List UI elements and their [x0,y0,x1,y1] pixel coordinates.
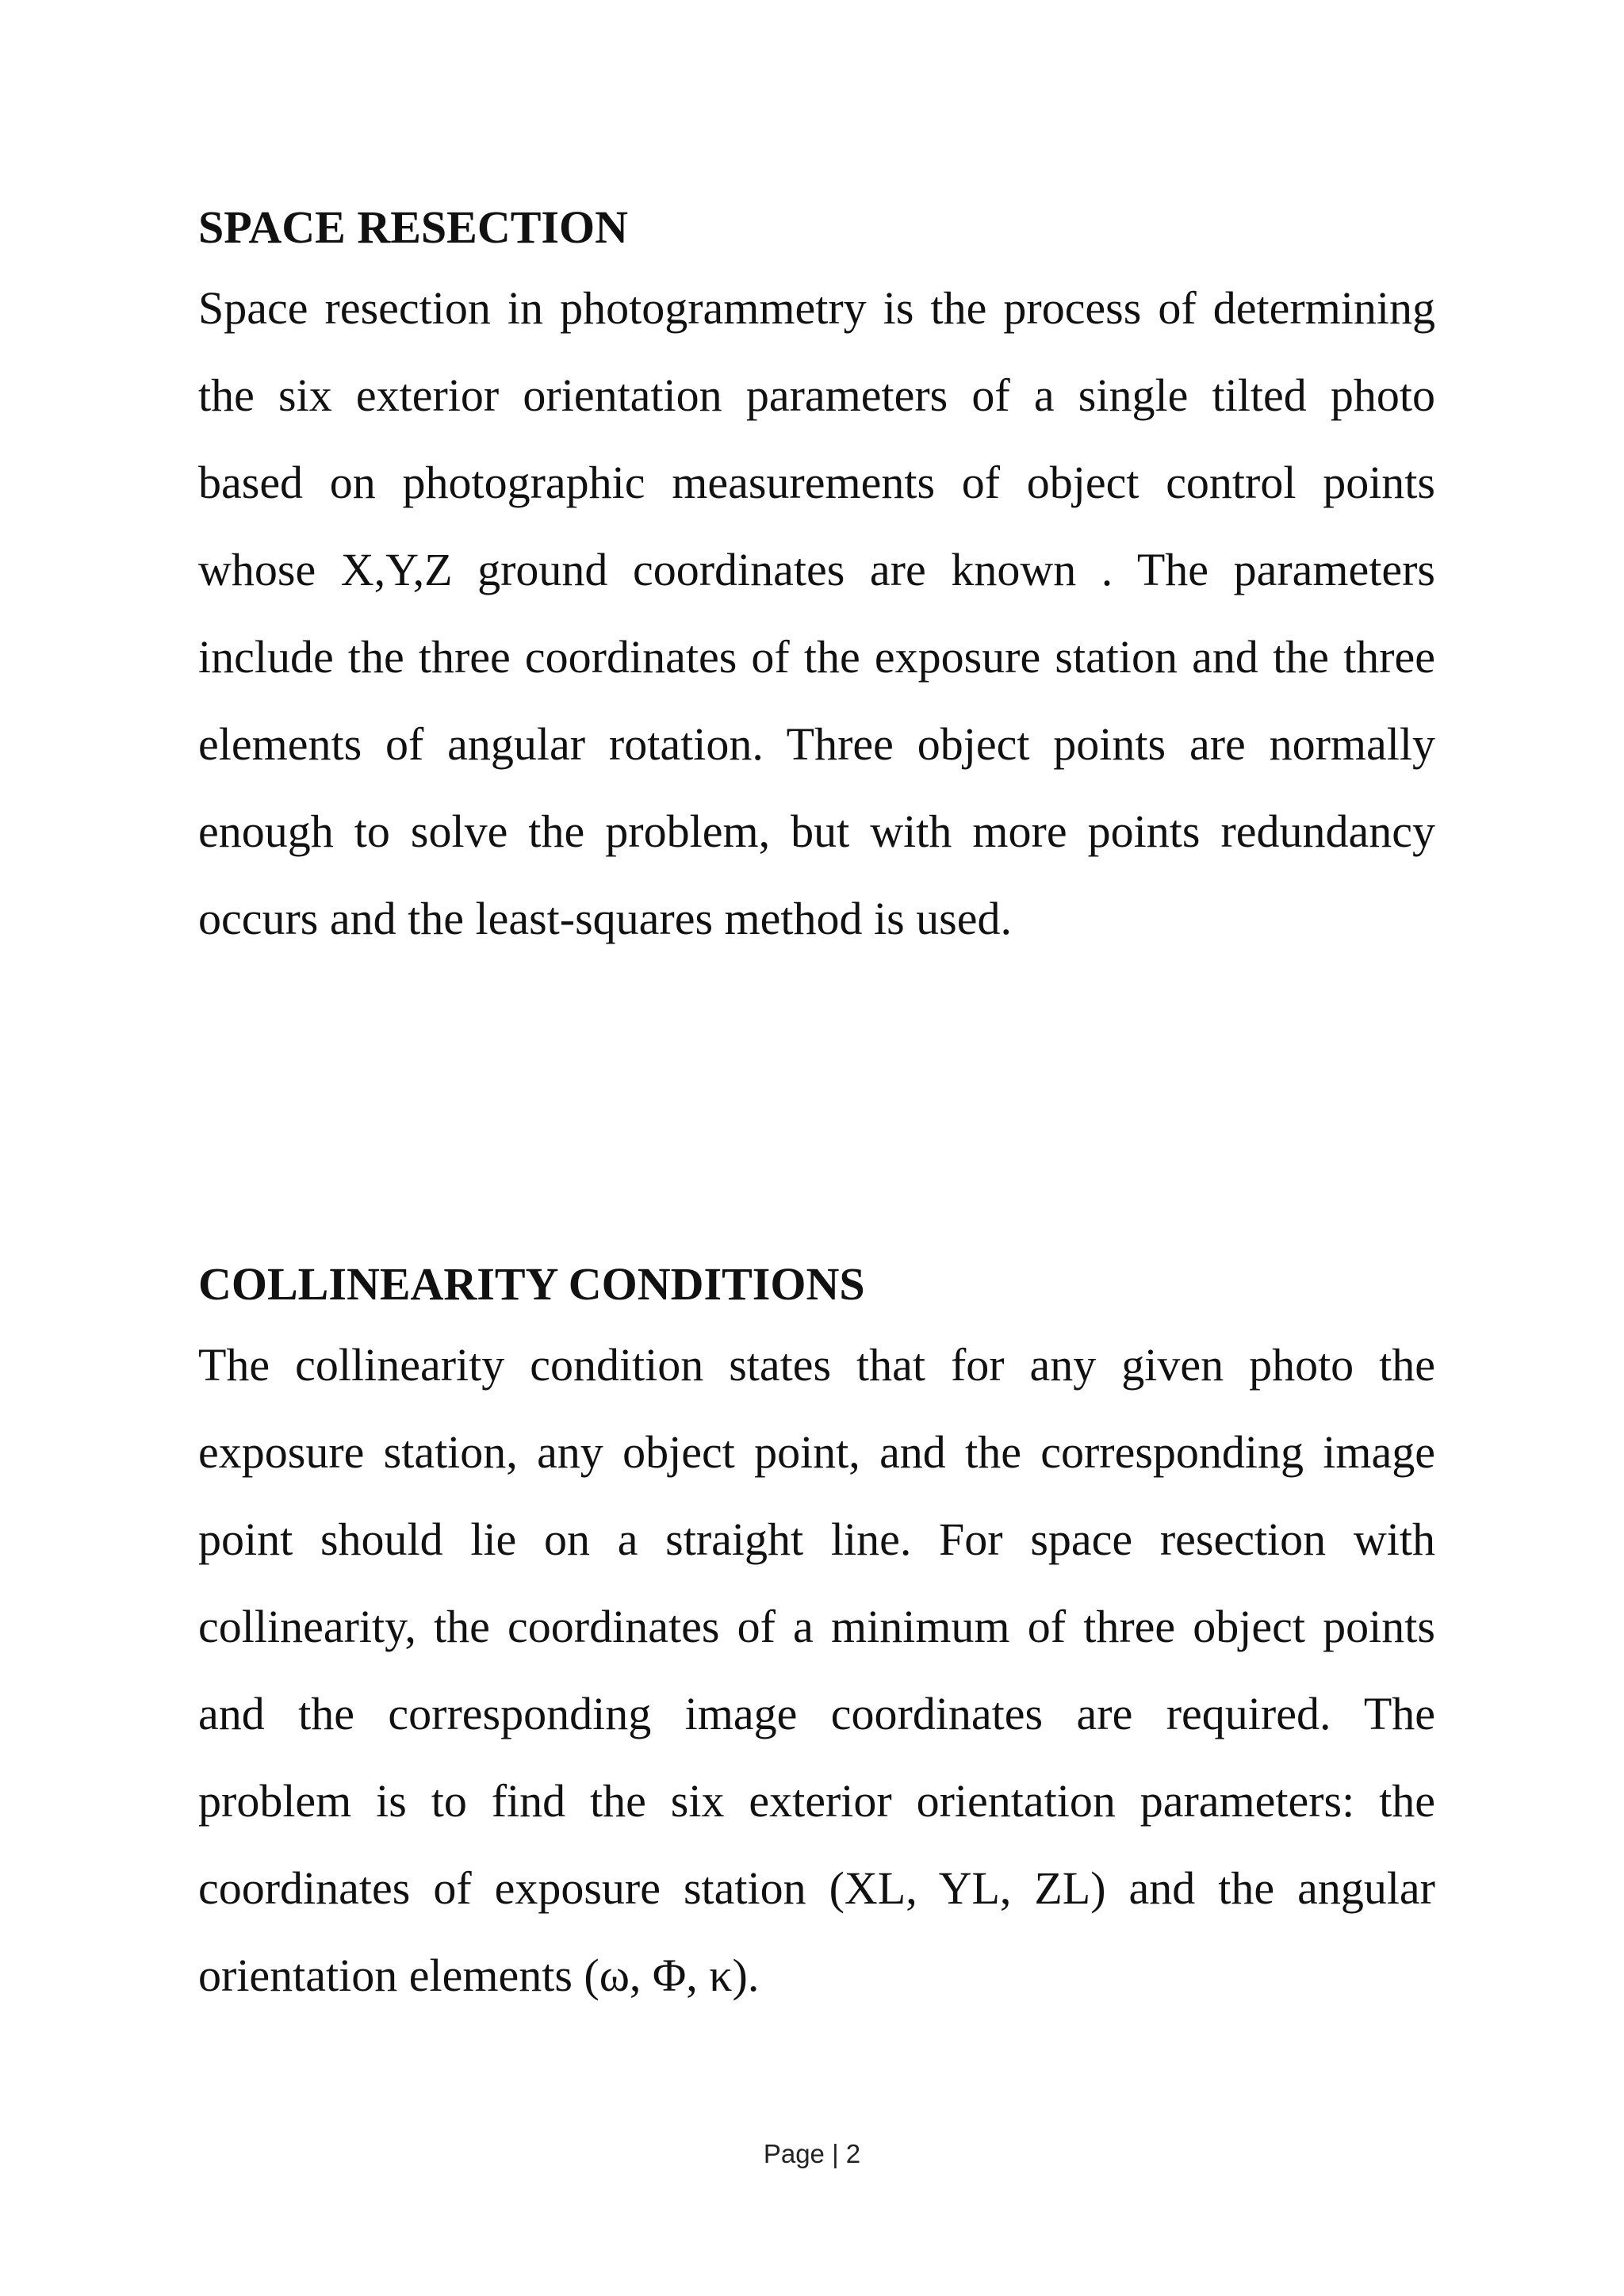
section-paragraph: Space resection in photogrammetry is the process of determining the six exterior orientation parameters of a single tilted photo based on photographic measurements of object control points whose X,Y,Z ground coordinates are known . The parameters include the three coordinates of the exposure station and the three elements of angular rotation. Three object points are normally enough to solve the problem, but with more points redundancy occurs and the least-squares method is used. [198,281,1435,944]
section-heading: COLLINEARITY CONDITIONS [198,1258,865,1310]
section-space-resection [198,200,1435,962]
page-number-footer: Page | 2 [763,2139,861,2168]
section-paragraph: The collinearity condition states that for any given photo the exposure station, any object point, and the corresponding image point should lie on a straight line. For space resection with collinearity, the coordinates of a minimum of three object points and the corresponding image coordinates are required. The problem is to find the six exterior orientation parameters: the coordinates of exposure station (XL, YL, ZL) and the angular orientation elements (ω, Φ, κ). [198,1338,1435,2001]
section-heading: SPACE RESECTION [198,201,628,253]
section-collinearity-conditions [198,1257,1435,2019]
